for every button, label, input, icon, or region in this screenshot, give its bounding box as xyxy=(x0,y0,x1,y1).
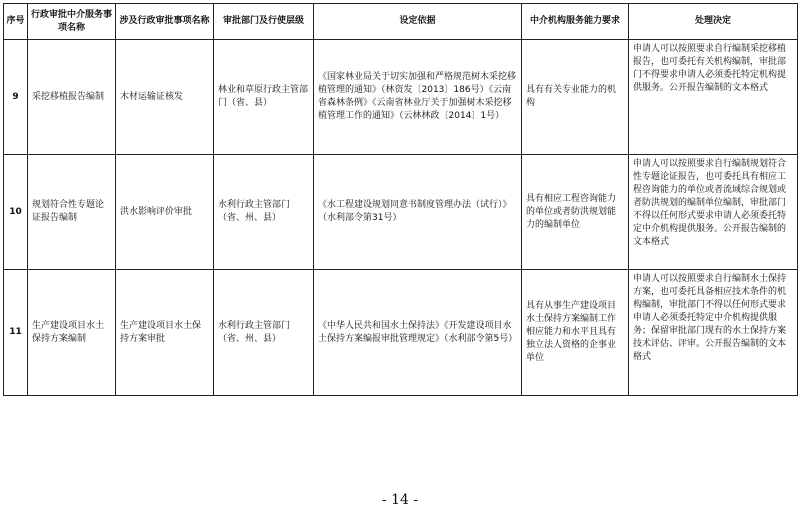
row-decision: 申请人可以按照要求自行编制规划符合性专题论证报告，也可委托具有相应工程咨询能力的单位或者流域综合规划或者防洪规划的编制单位编制，审批部门不得以任何形式要求申请人必须委托特定中介机构提供服务。公开报告编制的文本格式 xyxy=(629,155,798,270)
row-num: 9 xyxy=(4,40,28,155)
approval-table xyxy=(3,3,798,396)
row-num: 11 xyxy=(4,270,28,396)
row-approval: 洪水影响评价审批 xyxy=(116,155,214,270)
row-dept: 水利行政主管部门（省、州、县） xyxy=(214,270,314,396)
row-approval: 木材运输证核发 xyxy=(116,40,214,155)
row-dept: 林业和草原行政主管部门（省、县） xyxy=(214,40,314,155)
table-header-row xyxy=(4,4,798,40)
row-basis: 《水工程建设规划同意书制度管理办法（试行）》（水利部令第31号） xyxy=(314,155,522,270)
table-row xyxy=(4,155,798,270)
header-decision: 处理决定 xyxy=(629,4,798,40)
header-approval: 涉及行政审批事项名称 xyxy=(116,4,214,40)
row-item: 采挖移植报告编制 xyxy=(28,40,116,155)
header-requirement: 中介机构服务能力要求 xyxy=(522,4,629,40)
row-decision: 申请人可以按照要求自行编制水土保持方案，也可委托具备相应技术条件的机构编制，审批部门不得以任何形式要求申请人必须委托特定中介机构提供服务；保留审批部门现有的水土保持方案技术评估、评审。公开报告编制的文本格式 xyxy=(629,270,798,396)
header-dept: 审批部门及行使层级 xyxy=(214,4,314,40)
row-basis: 《国家林业局关于切实加强和严格规范树木采挖移植管理的通知》（林资发〔2013〕186号）《云南省森林条例》《云南省林业厅关于加强树木采挖移植管理工作的通知》（云林林政〔2014〕1号） xyxy=(314,40,522,155)
header-basis: 设定依据 xyxy=(314,4,522,40)
row-approval: 生产建设项目水土保持方案审批 xyxy=(116,270,214,396)
row-item: 生产建设项目水土保持方案编制 xyxy=(28,270,116,396)
row-item: 规划符合性专题论证报告编制 xyxy=(28,155,116,270)
table-row xyxy=(4,270,798,396)
row-decision: 申请人可以按照要求自行编制采挖移植报告，也可委托有关机构编制，审批部门不得要求申请人必须委托特定机构提供服务。公开报告编制的文本格式 xyxy=(629,40,798,155)
table-row xyxy=(4,40,798,155)
header-num: 序号 xyxy=(4,4,28,40)
page-number: - 14 - xyxy=(381,492,419,508)
row-basis: 《中华人民共和国水土保持法》《开发建设项目水土保持方案编报审批管理规定》（水利部令第5号） xyxy=(314,270,522,396)
row-requirement: 具有从事生产建设项目水土保持方案编制工作相应能力和水平且具有独立法人资格的企事业单位 xyxy=(522,270,629,396)
header-item: 行政审批中介服务事项名称 xyxy=(28,4,116,40)
row-requirement: 具有有关专业能力的机构 xyxy=(522,40,629,155)
row-num: 10 xyxy=(4,155,28,270)
row-dept: 水利行政主管部门（省、州、县） xyxy=(214,155,314,270)
row-requirement: 具有相应工程咨询能力的单位或者防洪规划能力的编制单位 xyxy=(522,155,629,270)
